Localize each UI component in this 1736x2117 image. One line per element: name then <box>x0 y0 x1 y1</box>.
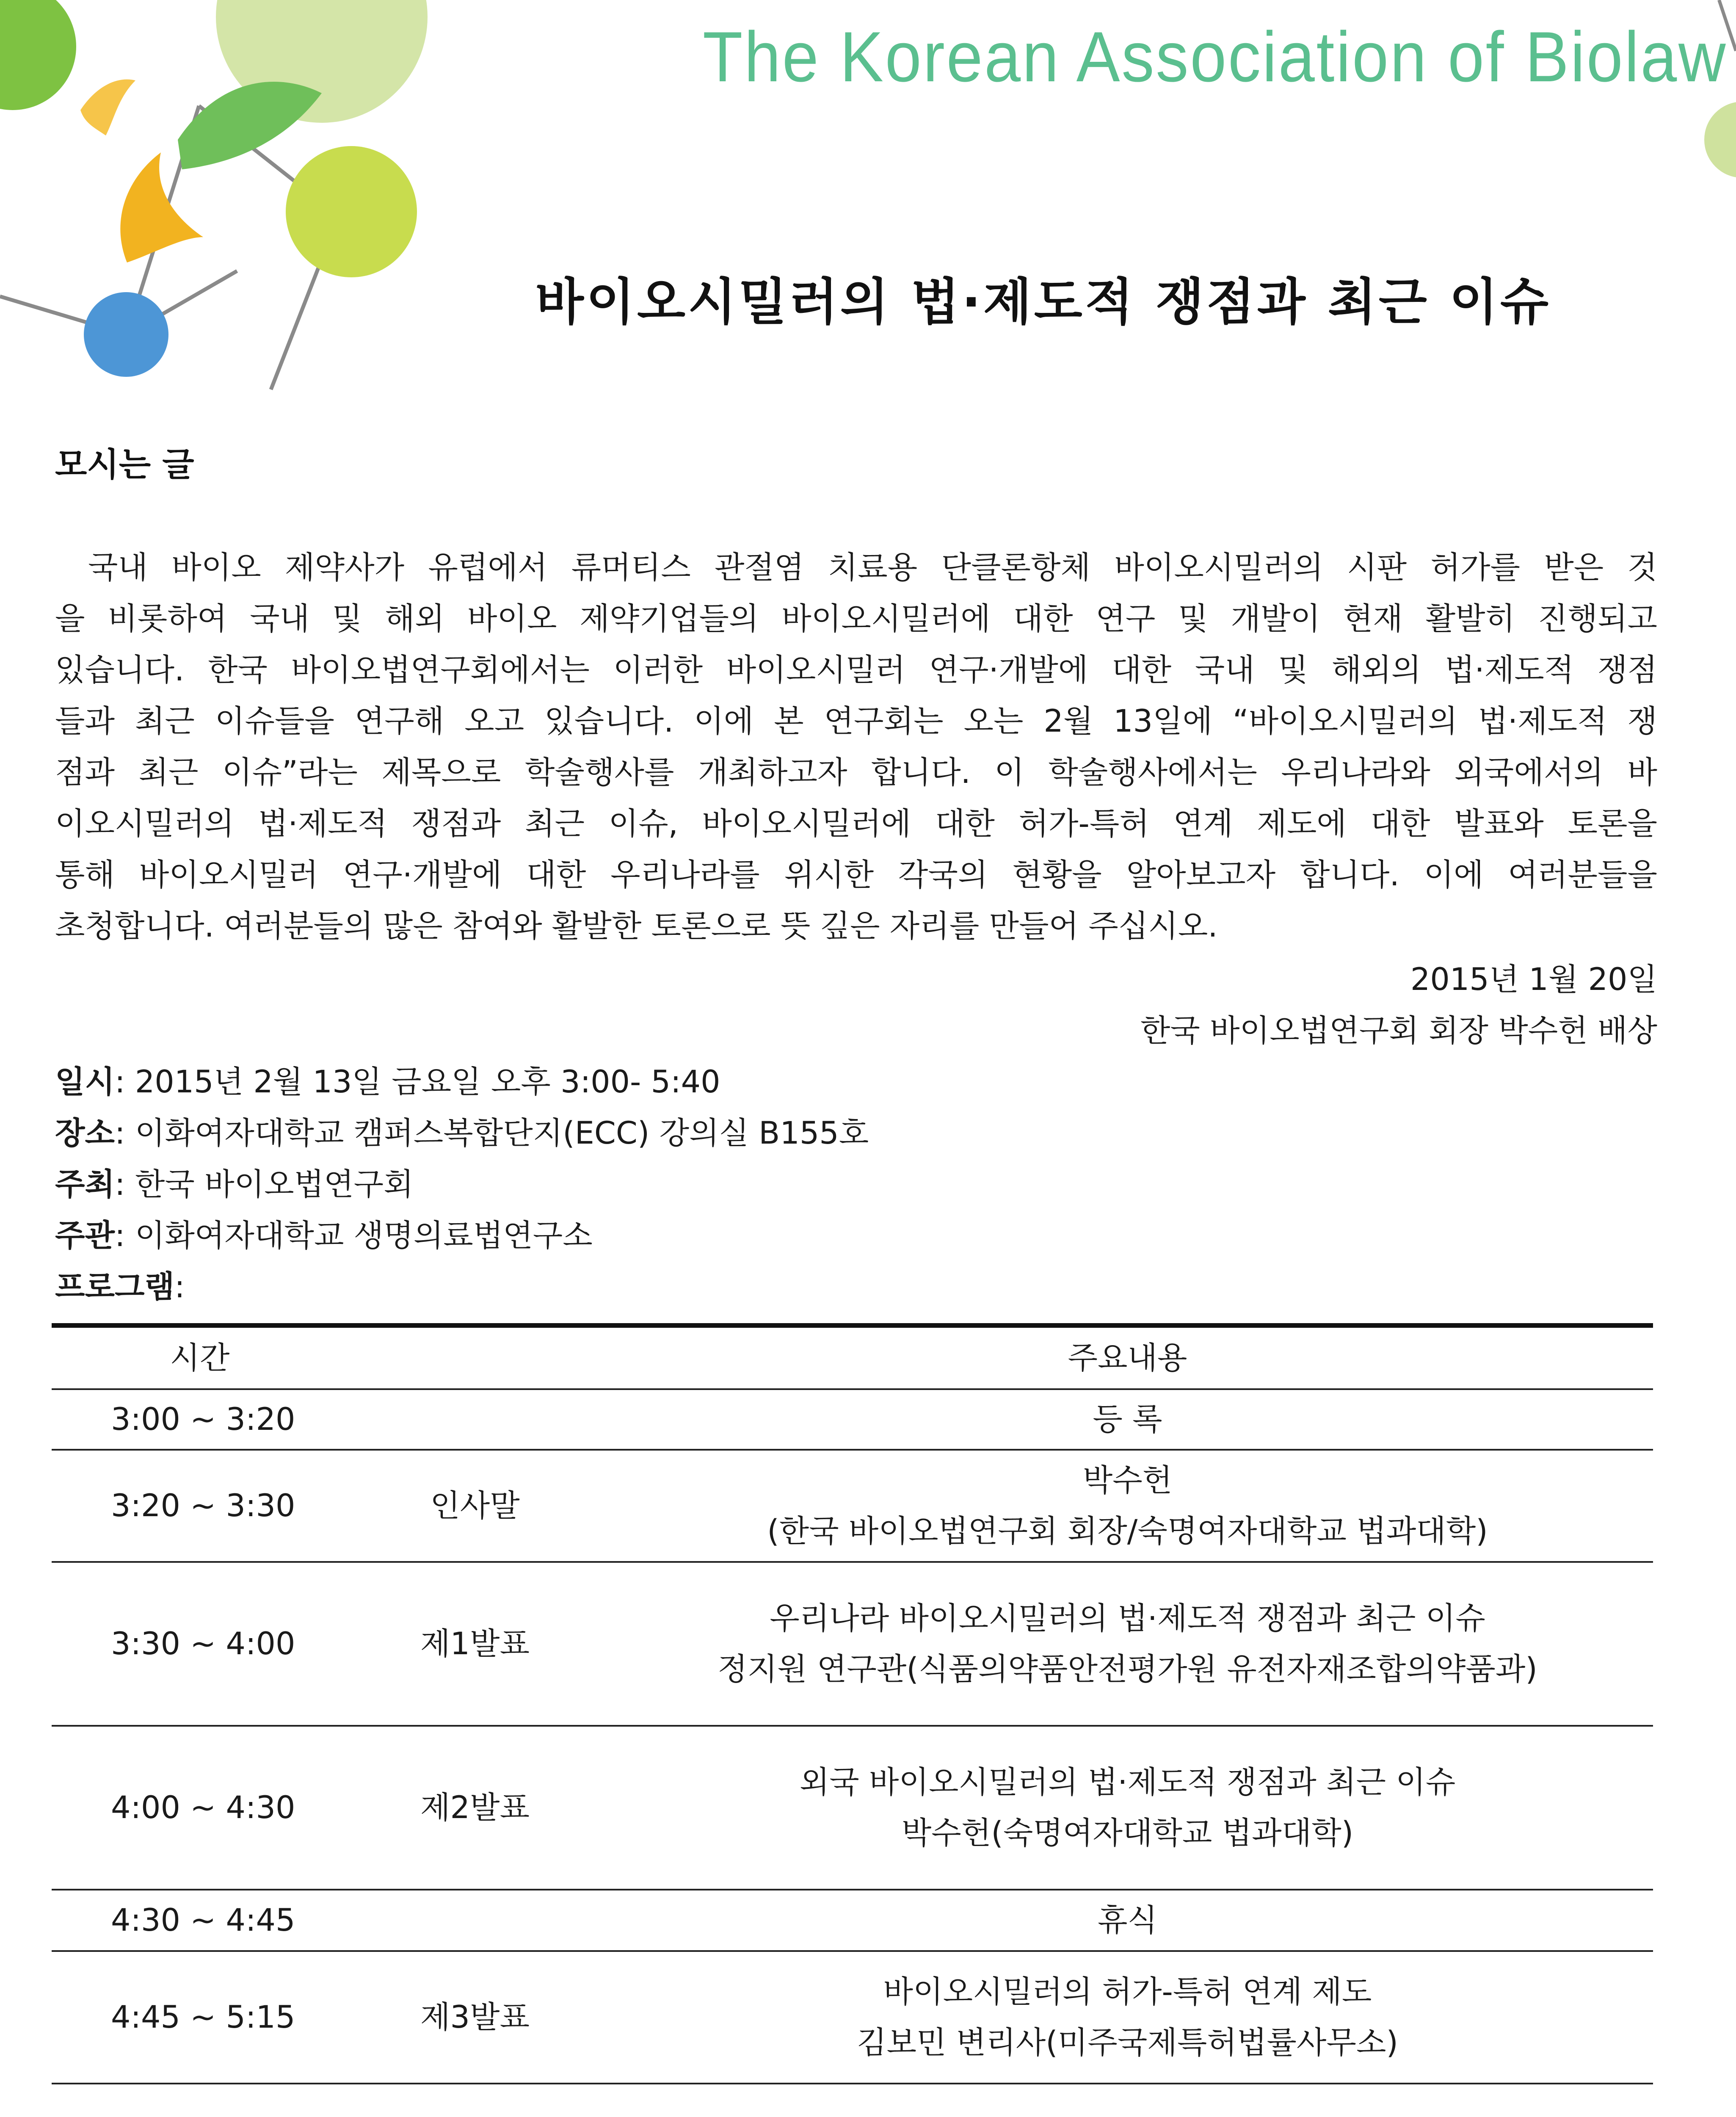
invitation-heading: 모시는 글 <box>55 446 194 484</box>
body-line: 통해 바이오시밀러 연구·개발에 대한 우리나라를 위시한 각국의 현황을 알아보고자 합니다. 이에 여러분들을 <box>55 857 1657 893</box>
header-time: 시간 <box>52 1326 348 1390</box>
content-line: 등 록 <box>1093 1401 1162 1437</box>
program-header-row <box>52 1326 1653 1390</box>
row-content <box>602 1389 1653 1450</box>
row-content <box>602 1951 1653 2084</box>
row-type: 인사말 <box>348 1450 602 1562</box>
row-type: 제3발표 <box>348 1951 602 2084</box>
content-line: 박수헌 <box>1082 1462 1173 1498</box>
info-row-date <box>55 1056 869 1108</box>
info-label: 주최 <box>55 1166 115 1202</box>
info-value: : 이화여자대학교 생명의료법연구소 <box>115 1218 593 1254</box>
program-row <box>52 1562 1653 1726</box>
content-line: 우리나라 바이오시밀러의 법·제도적 쟁점과 최근 이슈 <box>770 1600 1485 1636</box>
row-time: 4:00 ~ 4:30 <box>52 1726 348 1890</box>
event-info <box>55 1056 869 1313</box>
info-row-organizer <box>55 1210 869 1261</box>
info-row-place <box>55 1108 869 1159</box>
row-type <box>348 1890 602 1951</box>
header-content: 주요내용 <box>602 1326 1653 1390</box>
info-value: : 한국 바이오법연구회 <box>115 1166 414 1202</box>
leaf-shape <box>178 82 322 169</box>
invitation-body <box>55 542 1657 952</box>
flame-shape-small <box>80 80 135 135</box>
association-logo-art <box>0 0 474 406</box>
right-edge-art <box>1702 0 1736 195</box>
content-line: 휴식 <box>1097 1902 1158 1938</box>
header-type <box>348 1326 602 1390</box>
info-label: 프로그램 <box>55 1269 175 1305</box>
body-line: 이오시밀러의 법·제도적 쟁점과 최근 이슈, 바이오시밀러에 대한 허가-특허 연계 제도에 대한 발표와 토론을 <box>55 806 1657 842</box>
content-line: 박수헌(숙명여자대학교 법과대학) <box>901 1815 1354 1851</box>
event-title: 바이오시밀러의 법·제도적 쟁점과 최근 이슈 <box>535 273 1551 331</box>
program-row <box>52 2084 1653 2117</box>
program-table <box>52 1323 1653 2117</box>
row-content <box>602 1562 1653 1726</box>
info-label: 일시 <box>55 1064 115 1100</box>
body-line: 을 비롯하여 국내 및 해외 바이오 제약기업들의 바이오시밀러에 대한 연구 및 개발이 현재 활발히 진행되고 <box>55 601 1657 637</box>
row-time <box>52 2084 348 2117</box>
body-line: 들과 최근 이슈들을 연구해 오고 있습니다. 이에 본 연구회는 오는 2월 13일에 “바이오시밀러의 법·제도적 쟁 <box>55 703 1657 739</box>
flame-shape <box>120 152 203 263</box>
info-label: 주관 <box>55 1218 115 1254</box>
letter-signature: 한국 바이오법연구회 회장 박수헌 배상 <box>1140 1013 1657 1049</box>
program-row <box>52 1890 1653 1951</box>
content-line: 외국 바이오시밀러의 법·제도적 쟁점과 최근 이슈 <box>799 1764 1456 1800</box>
row-content <box>602 2084 1653 2117</box>
program-row <box>52 1450 1653 1562</box>
row-time: 3:00 ~ 3:20 <box>52 1389 348 1450</box>
program-row <box>52 1389 1653 1450</box>
row-content <box>602 1890 1653 1951</box>
content-line: 김보민 변리사(미주국제특허법률사무소) <box>857 2024 1398 2061</box>
row-type <box>348 2084 602 2117</box>
program-row <box>52 1726 1653 1890</box>
association-name: The Korean Association of Biolaw <box>703 17 1728 97</box>
content-line: 정지원 연구관(식품의약품안전평가원 유전자재조합의약품과) <box>718 1651 1537 1687</box>
row-type: 제1발표 <box>348 1562 602 1726</box>
letter-date: 2015년 1월 20일 <box>1410 962 1657 998</box>
lime-circle-right <box>286 146 417 277</box>
row-type: 제2발표 <box>348 1726 602 1890</box>
content-line: 바이오시밀러의 허가-특허 연계 제도 <box>883 1973 1372 2010</box>
body-line: 점과 최근 이슈”라는 제목으로 학술행사를 개최하고자 합니다. 이 학술행사에서는 우리나라와 외국에서의 바 <box>55 754 1657 790</box>
row-time: 4:45 ~ 5:15 <box>52 1951 348 2084</box>
green-circle-small <box>0 0 76 110</box>
body-line: 국내 바이오 제약사가 유럽에서 류머티스 관절염 치료용 단클론항체 바이오시밀러의 시판 허가를 받은 것 <box>88 550 1657 586</box>
body-line: 있습니다. 한국 바이오법연구회에서는 이러한 바이오시밀러 연구·개발에 대한 국내 및 해외의 법·제도적 쟁점 <box>55 652 1657 688</box>
row-time: 3:30 ~ 4:00 <box>52 1562 348 1726</box>
info-row-host <box>55 1159 869 1210</box>
body-line: 초청합니다. 여러분들의 많은 참여와 활발한 토론으로 뜻 깊은 자리를 만들어 주십시오. <box>55 908 1218 944</box>
row-time: 4:30 ~ 4:45 <box>52 1890 348 1951</box>
info-value: : 2015년 2월 13일 금요일 오후 3:00- 5:40 <box>115 1064 720 1100</box>
info-label: 장소 <box>55 1115 115 1151</box>
info-row-program <box>55 1261 869 1313</box>
row-content <box>602 1450 1653 1562</box>
row-time: 3:20 ~ 3:30 <box>52 1450 348 1562</box>
program-row <box>52 1951 1653 2084</box>
blue-circle <box>84 292 168 377</box>
info-value: : 이화여자대학교 캠퍼스복합단지(ECC) 강의실 B155호 <box>115 1115 869 1151</box>
info-value: : <box>174 1269 185 1305</box>
content-line: (한국 바이오법연구회 회장/숙명여자대학교 법과대학) <box>767 1513 1488 1549</box>
row-content <box>602 1726 1653 1890</box>
row-type <box>348 1389 602 1450</box>
